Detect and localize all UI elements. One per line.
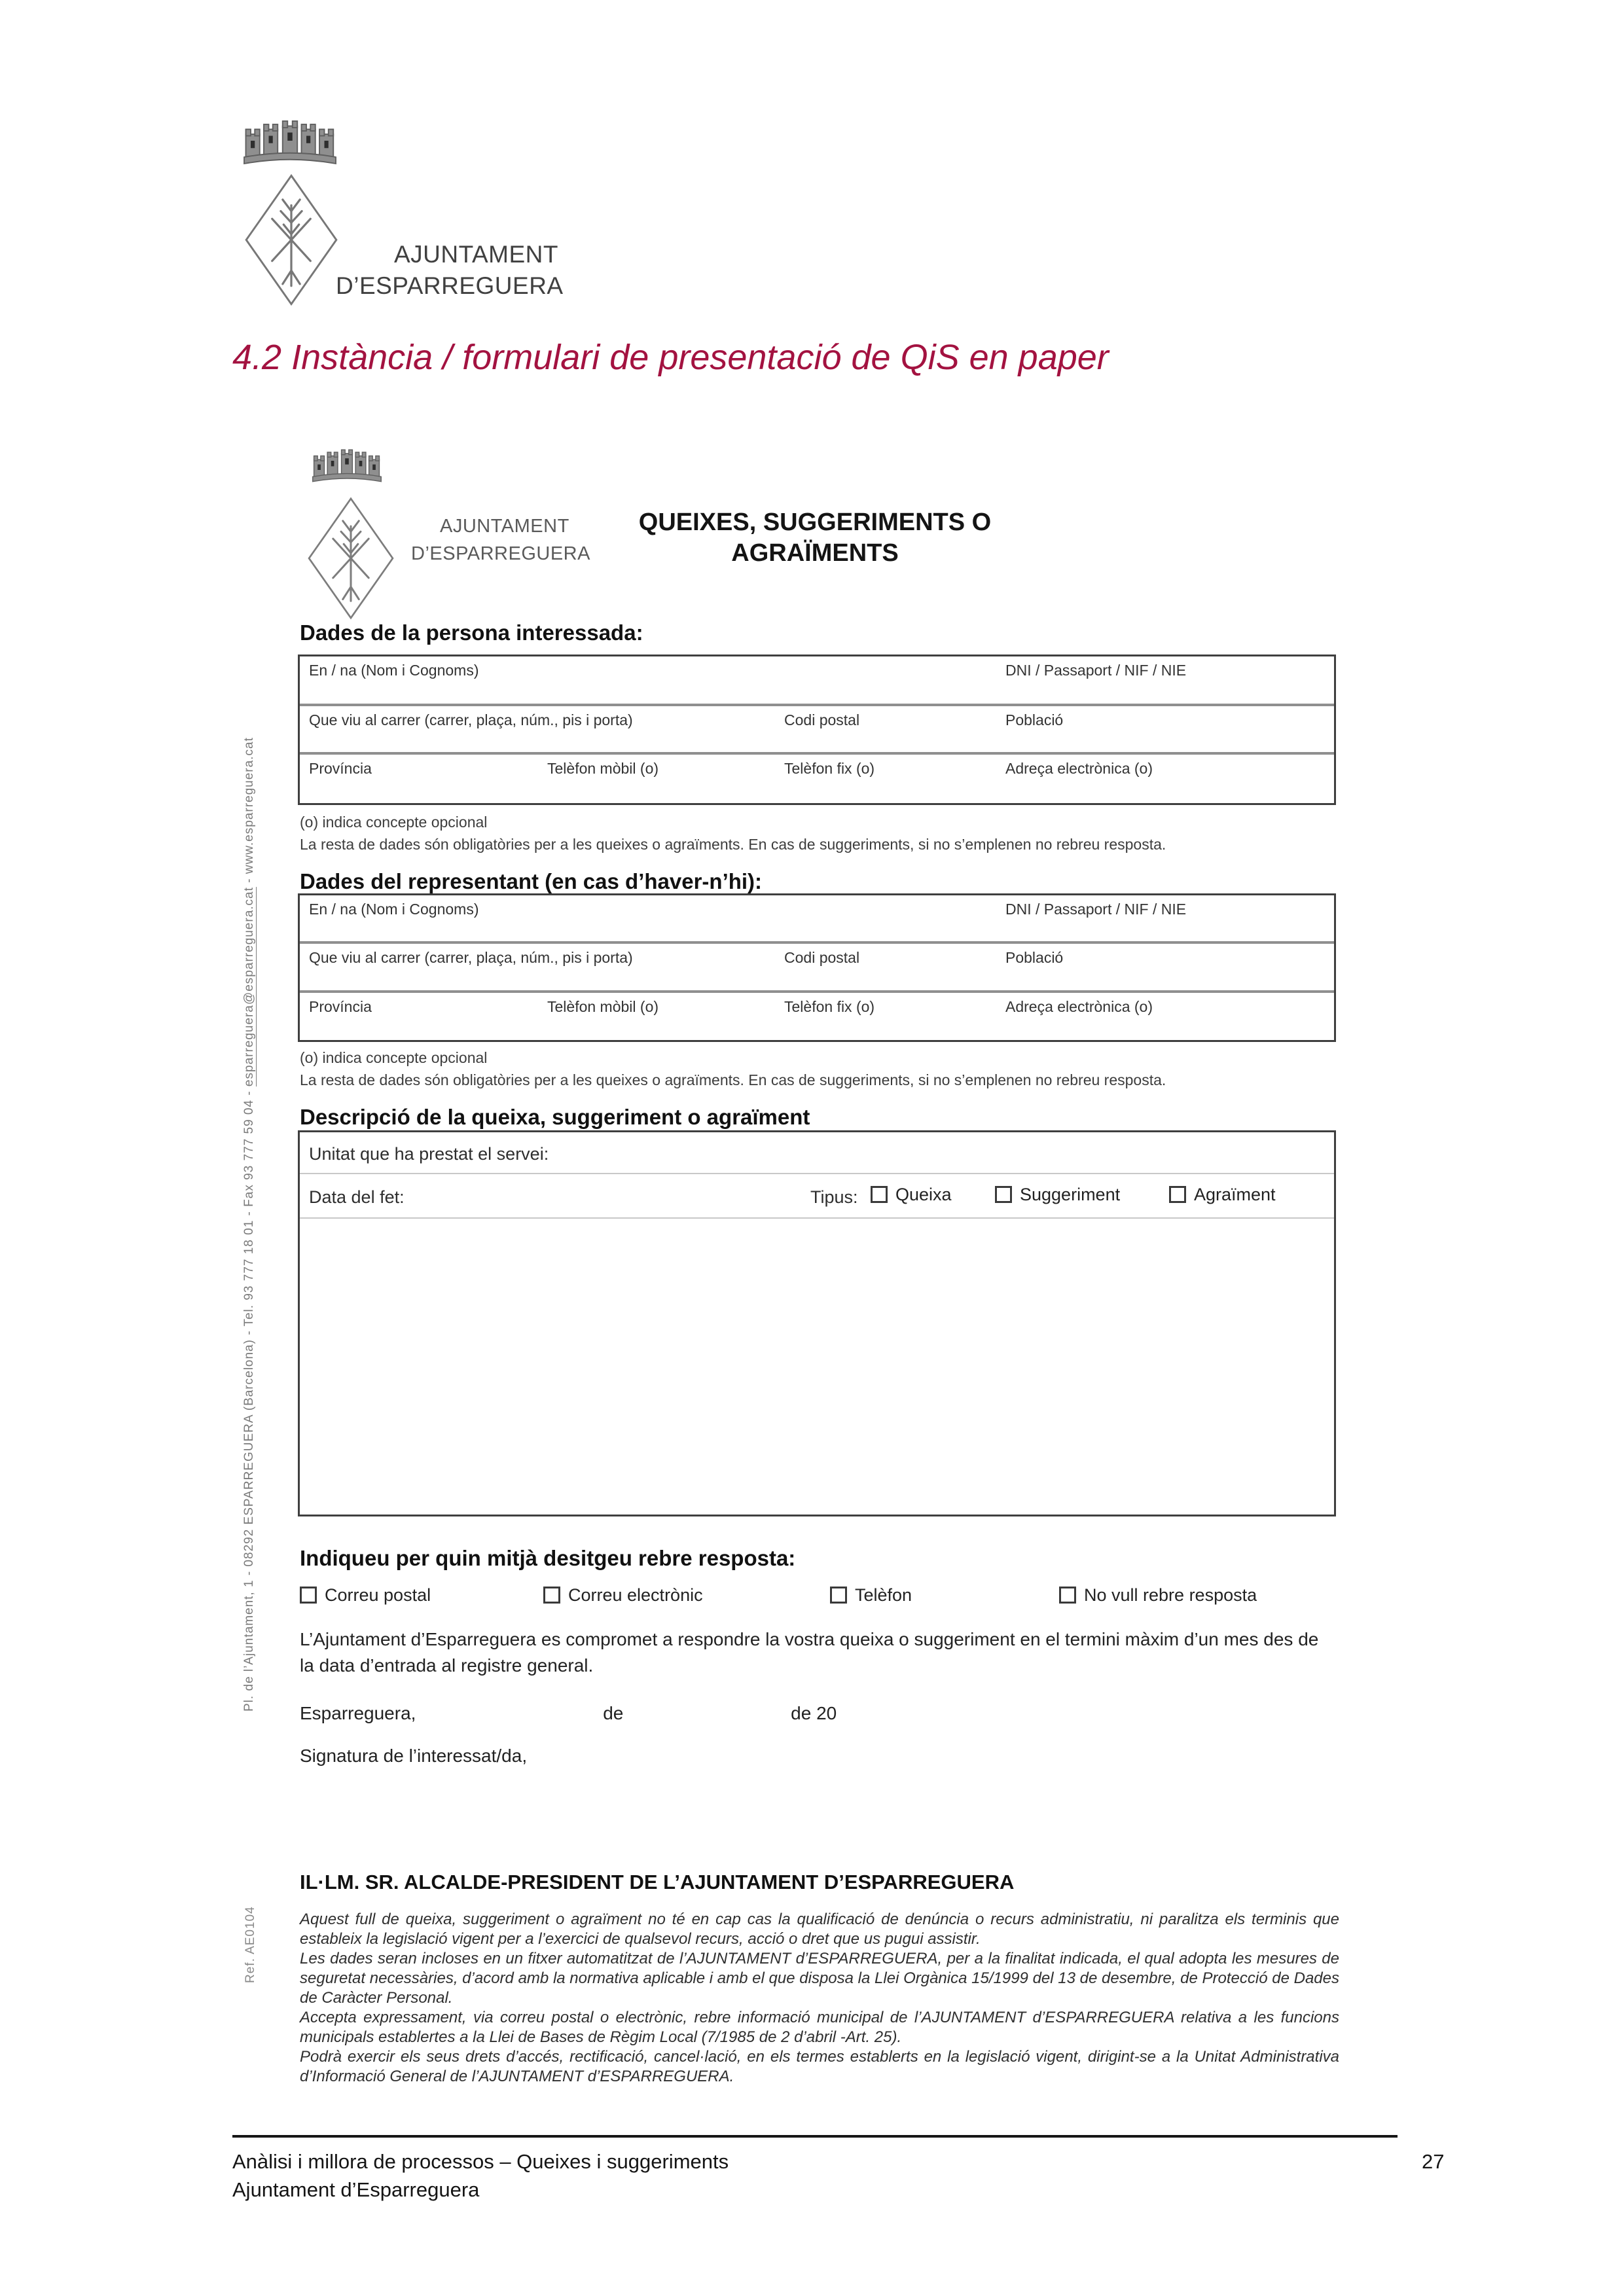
checkbox-label: Telèfon <box>855 1585 912 1605</box>
form-coat-of-arms-logo <box>310 437 408 640</box>
form-title <box>625 507 1005 569</box>
legal-paragraph: Accepta expressament, via correu postal o electrònic, rebre informació municipal de l’AJUNTAMENT d’ESPARREGUERA relativa a les funcions municipals establertes a la Llei de Bases de Règim Local (7/1985 de 2 d’abril -Art. 25). <box>300 2009 1339 2046</box>
field-label-street: Que viu al carrer (carrer, plaça, núm., pis i porta) <box>309 711 633 728</box>
table-row[interactable] <box>300 656 1334 704</box>
table-row[interactable] <box>300 704 1334 752</box>
checkbox-telefon[interactable] <box>830 1587 847 1604</box>
date-of-fact-label: Data del fet: <box>309 1187 405 1207</box>
org-name-line1: AJUNTAMENT <box>394 241 558 268</box>
footnote-mandatory: La resta de dades són obligatòries per a les queixes o agraïments. En cas de suggeriments, si no s’emplenen no rebreu resposta. <box>300 1071 1166 1088</box>
field-label-town: Població <box>1005 711 1064 728</box>
type-label: Tipus: <box>810 1187 858 1207</box>
footnote-optional: (o) indica concepte opcional <box>300 1049 488 1066</box>
commitment-paragraph: L’Ajuntament d’Esparreguera es compromet a respondre la vostra queixa o suggeriment en el termini màxim d’un mes des de la data d’entrada al registre general. <box>300 1629 1319 1676</box>
footnote-optional: (o) indica concepte opcional <box>300 814 488 831</box>
table-row[interactable] <box>300 895 1334 941</box>
field-label-phone: Telèfon fix (o) <box>784 760 875 777</box>
checkbox-label: Suggeriment <box>1020 1185 1121 1204</box>
legal-text <box>300 1910 1339 2087</box>
date-de1: de <box>603 1703 624 1723</box>
footer-org: Ajuntament d’Esparreguera <box>232 2178 480 2201</box>
field-label-province: Província <box>309 998 372 1015</box>
checkbox-no-vull-resposta[interactable] <box>1059 1587 1076 1604</box>
checkbox-label: No vull rebre resposta <box>1084 1585 1257 1605</box>
table-row[interactable] <box>300 990 1334 1033</box>
legal-paragraph: Les dades seran incloses en un fitxer automatitzat de l’AJUNTAMENT d’ESPARREGUERA, per a la finalitat indicada, el qual adopta les mesures de seguretat necessàries, d’acord amb la normativa aplicable i amb el que disposa la Llei Orgànica 15/1999 del 13 de desembre, de Protecció de Dades de Caràcter Personal. <box>300 1950 1339 2007</box>
response-heading: Indiqueu per quin mitjà desitgeu rebre resposta: <box>300 1546 796 1570</box>
representative-table <box>298 893 1336 1042</box>
description-text-area[interactable] <box>300 1219 1334 1516</box>
legal-paragraph: Aquest full de queixa, suggeriment o agraïment no té en cap cas la qualificació de denúncia o recurs administratiu, ni paralitza els terminis que estableix la legislació vigent per a l’exercici de qualsevol recurs, acció o dret que us pugui assistir. <box>300 1910 1339 1948</box>
lozenge-shield-icon <box>306 489 395 628</box>
checkbox-label: Correu electrònic <box>568 1585 703 1605</box>
type-option-queixa <box>871 1185 952 1205</box>
form-ref-vertical: Ref. AE0104 <box>244 1906 257 1983</box>
response-option-postal <box>300 1585 431 1605</box>
org-name-line2: D’ESPARREGUERA <box>336 272 564 299</box>
response-option-telefon <box>830 1585 912 1605</box>
field-label-name: En / na (Nom i Cognoms) <box>309 662 479 679</box>
date-line <box>300 1700 837 1727</box>
field-label-street: Que viu al carrer (carrer, plaça, núm., pis i porta) <box>309 949 633 966</box>
type-option-agraiment <box>1169 1185 1276 1205</box>
form-org-line2: D’ESPARREGUERA <box>411 543 590 564</box>
separator <box>300 1173 1334 1174</box>
checkbox-correu-electronic[interactable] <box>543 1587 560 1604</box>
page-title: 4.2 Instància / formulari de presentació de QiS en paper <box>232 338 1109 377</box>
checkbox-correu-postal[interactable] <box>300 1587 317 1604</box>
city-coat-of-arms-logo <box>241 105 346 308</box>
checkbox-agraiment[interactable] <box>1169 1186 1186 1203</box>
field-label-dni: DNI / Passaport / NIF / NIE <box>1005 901 1187 918</box>
checkbox-label: Queixa <box>895 1185 952 1204</box>
response-option-electronic <box>543 1585 703 1605</box>
section-heading-description: Descripció de la queixa, suggeriment o agraïment <box>300 1105 810 1129</box>
letterhead-address-vertical <box>242 737 257 1712</box>
checkbox-label: Agraïment <box>1194 1185 1276 1204</box>
field-label-phone: Telèfon fix (o) <box>784 998 875 1015</box>
footer-doc-title: Anàlisi i millora de processos – Queixes i suggeriments <box>232 2150 729 2173</box>
form-scan <box>0 419 1624 2147</box>
field-label-mobile: Telèfon mòbil (o) <box>547 998 659 1015</box>
web-text: - www.esparreguera.cat <box>242 737 256 888</box>
legal-paragraph: Podrà exercir els seus drets d’accés, rectificació, cancel·lació, en els termes establerts en la legislació vigent, dirigint-se a la Unitat Administrativa d’Informació General de l’AJUNTAMENT d’ESPARREGUERA. <box>300 2048 1339 2085</box>
person-table <box>298 655 1336 805</box>
field-label-province: Província <box>309 760 372 777</box>
signature-label: Signatura de l’interessat/da, <box>300 1746 528 1766</box>
crown-icon <box>241 105 339 167</box>
crown-icon <box>310 437 384 484</box>
description-box <box>298 1130 1336 1516</box>
footnote-mandatory: La resta de dades són obligatòries per a les queixes o agraïments. En cas de suggeriments, si no s’emplenen no rebreu resposta. <box>300 836 1166 853</box>
type-option-suggeriment <box>995 1185 1120 1205</box>
lozenge-shield-icon <box>240 173 343 307</box>
field-label-postal: Codi postal <box>784 711 860 728</box>
footer-page-number: 27 <box>1422 2150 1445 2173</box>
date-city: Esparreguera, <box>300 1703 416 1723</box>
section-heading-person: Dades de la persona interessada: <box>300 620 643 645</box>
form-org-line1: AJUNTAMENT <box>440 516 569 537</box>
checkbox-suggeriment[interactable] <box>995 1186 1012 1203</box>
form-title-line1: QUEIXES, SUGGERIMENTS O <box>638 509 992 536</box>
field-label-mobile: Telèfon mòbil (o) <box>547 760 659 777</box>
field-label-dni: DNI / Passaport / NIF / NIE <box>1005 662 1187 679</box>
addressee-line: IL·LM. SR. ALCALDE-PRESIDENT DE L’AJUNTAMENT D’ESPARREGUERA <box>300 1871 1015 1893</box>
checkbox-queixa[interactable] <box>871 1186 888 1203</box>
field-label-email: Adreça electrònica (o) <box>1005 760 1153 777</box>
checkbox-label: Correu postal <box>325 1585 431 1605</box>
footer-rule <box>232 2135 1398 2138</box>
date-de2: de 20 <box>791 1703 837 1723</box>
table-row[interactable] <box>300 941 1334 990</box>
field-label-email: Adreça electrònica (o) <box>1005 998 1153 1015</box>
field-label-postal: Codi postal <box>784 949 860 966</box>
field-label-town: Població <box>1005 949 1064 966</box>
table-row[interactable] <box>300 752 1334 798</box>
field-label-name: En / na (Nom i Cognoms) <box>309 901 479 918</box>
response-option-no-resposta <box>1059 1585 1257 1605</box>
section-heading-representative: Dades del representant (en cas d’haver-n’hi): <box>300 869 763 893</box>
email-link[interactable]: esparreguera@esparreguera.cat <box>242 887 256 1087</box>
unit-label: Unitat que ha prestat el servei: <box>309 1144 549 1164</box>
form-title-line2: AGRAÏMENTS <box>731 539 899 567</box>
address-text: Pl. de l’Ajuntament, 1 - 08292 ESPARREGUERA (Barcelona) - Tel. 93 777 18 01 - Fax 93 777 59 04 - <box>242 1086 256 1712</box>
